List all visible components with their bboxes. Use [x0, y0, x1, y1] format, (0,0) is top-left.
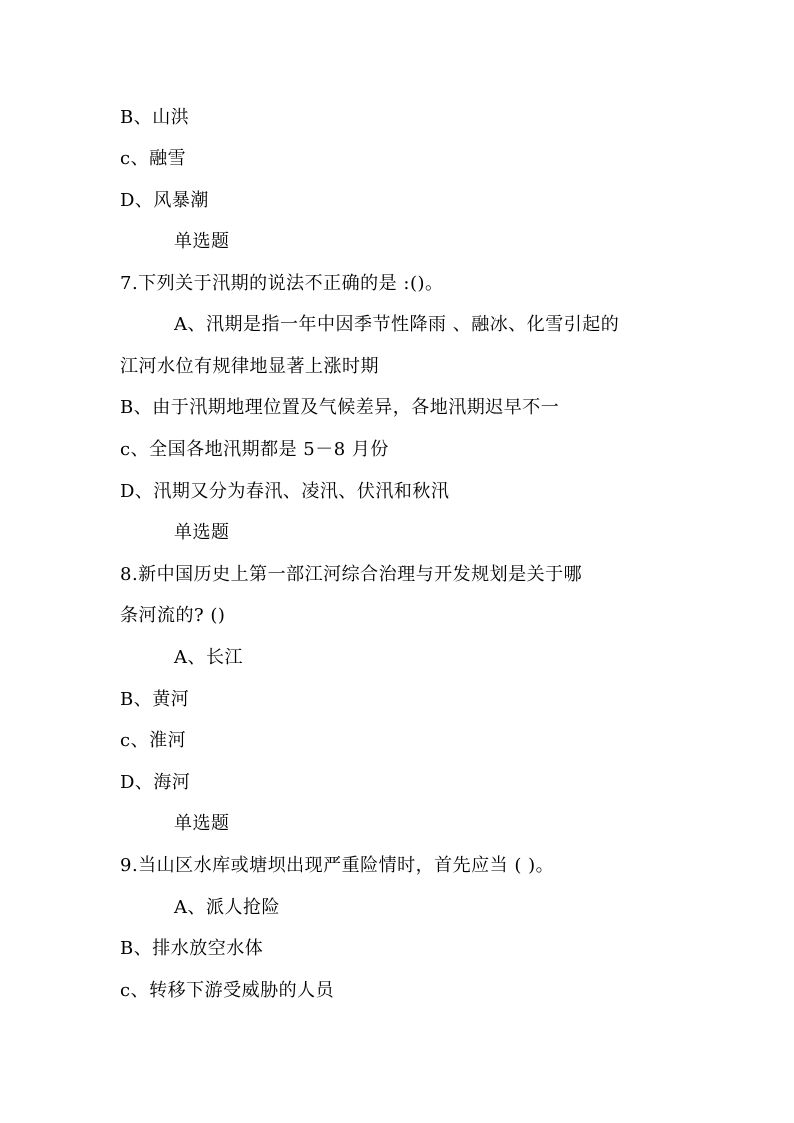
question-type-label: 单选题	[174, 813, 230, 834]
option-line: c、淮河	[120, 730, 187, 751]
option-line: B、排水放空水体	[120, 938, 264, 959]
option-line: D、海河	[120, 772, 191, 793]
question-text-continuation: 条河流的? ()	[120, 605, 226, 626]
option-line: A、派人抢险	[174, 897, 280, 918]
option-line: D、汛期又分为春汛、凌汛、伏汛和秋汛	[120, 481, 450, 502]
question-type-label: 单选题	[174, 522, 230, 543]
option-line: A、长江	[174, 647, 243, 668]
option-line: c、融雪	[120, 148, 187, 169]
option-line: B、由于汛期地理位置及气候差异，各地汛期迟早不一	[120, 397, 560, 418]
question-text: 8.新中国历史上第一部江河综合治理与开发规划是关于哪	[120, 564, 583, 585]
question-text: 9.当山区水库或塘坝出现严重险情时，首先应当 ( )。	[120, 855, 555, 876]
question-type-label: 单选题	[174, 231, 230, 252]
option-line: B、山洪	[120, 107, 190, 128]
option-line: A、汛期是指一年中因季节性降雨 、融冰、化雪引起的	[174, 314, 620, 335]
option-line-continuation: 江河水位有规律地显著上涨时期	[120, 356, 379, 377]
option-line: D、风暴潮	[120, 190, 209, 211]
option-line: c、转移下游受威胁的人员	[120, 980, 335, 1001]
option-line: c、全国各地汛期都是 5－8 月份	[120, 439, 389, 460]
question-text: 7.下列关于汛期的说法不正确的是 :()。	[120, 273, 444, 294]
option-line: B、黄河	[120, 689, 190, 710]
